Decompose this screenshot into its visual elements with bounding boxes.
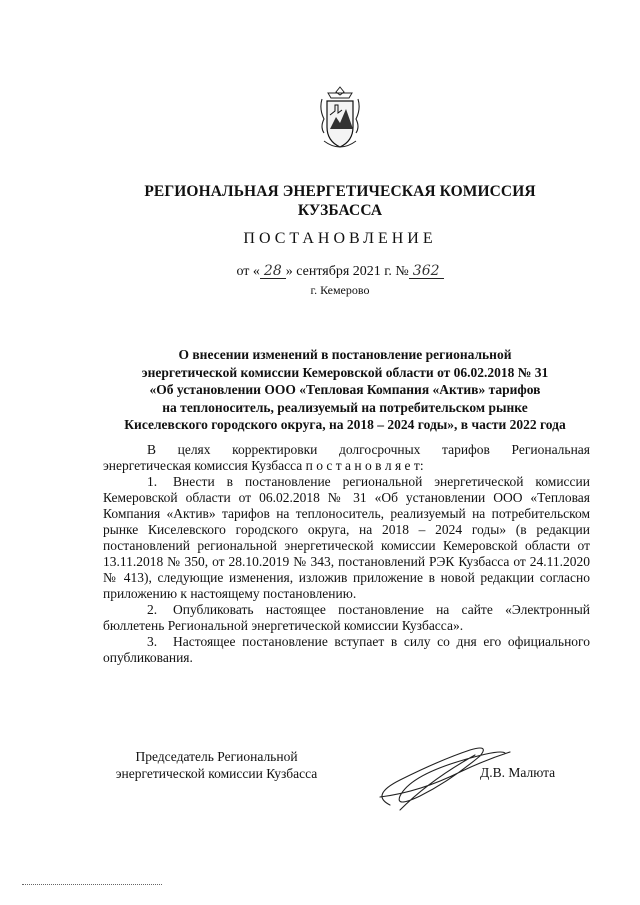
item-text: Настоящее постановление вступает в силу со дня его официального опубликования. — [103, 634, 590, 665]
footer-divider — [22, 884, 162, 885]
list-item — [103, 602, 590, 634]
list-item — [103, 474, 590, 602]
coat-of-arms-icon — [318, 85, 362, 151]
document-body — [103, 442, 590, 666]
item-number: 1. — [147, 474, 158, 489]
document-type: ПОСТАНОВЛЕНИЕ — [243, 230, 437, 247]
signatory-name: Д.В. Малюта — [480, 765, 556, 780]
document-subject — [110, 346, 580, 434]
list-item — [103, 634, 590, 666]
date-month-year: » сентября 2021 г. № — [285, 264, 409, 279]
date-prefix: от « — [236, 264, 260, 279]
subject-line: «Об установлении ООО «Тепловая Компания «Актив» тарифов — [149, 382, 541, 397]
org-name-line2: КУЗБАССА — [297, 202, 383, 219]
item-text: Внести в постановление региональной энергетической комиссии Кемеровской области от 06.02.2018 № 31 «Об установлении ООО «Тепловая Компания «Актив» тарифов на теплоноситель, реализуемый на потребительском рынке Киселевского городского округа, на 2018 – 2024 годы» (в редакции постановлений региональной энергетической комиссии Кемеровской области от 13.11.2018 № 350, от 28.10.2019 № 343, постановлений РЭК Кузбасса от 24.11.2020 № 413), следующие изменения, изложив приложение в новой редакции согласно приложению к настоящему постановлению. — [103, 474, 590, 601]
item-number: 3. — [147, 634, 158, 649]
handwritten-doc-number: 362 — [409, 264, 444, 279]
subject-line: энергетической комиссии Кемеровской области от 06.02.2018 № 31 — [141, 364, 549, 380]
subject-line: Киселевского городского округа, на 2018 – 2024 годы», в части 2022 года — [124, 417, 566, 432]
city: г. Кемерово — [310, 283, 370, 297]
item-text: Опубликовать настоящее постановление на сайте «Электронный бюллетень Региональной энергетической комиссии Кузбасса». — [103, 602, 590, 633]
item-number: 2. — [147, 602, 158, 617]
position-line: энергетической комиссии Кузбасса — [115, 766, 318, 781]
signatory-position — [104, 748, 329, 782]
subject-line: О внесении изменений в постановление региональной — [178, 347, 512, 362]
org-name-line1: РЕГИОНАЛЬНАЯ ЭНЕРГЕТИЧЕСКАЯ КОМИССИЯ — [144, 183, 536, 200]
date-number-line — [100, 264, 580, 280]
position-line: Председатель Региональной — [135, 749, 298, 764]
handwritten-day: 28 — [260, 264, 286, 279]
subject-line: на теплоноситель, реализуемый на потребительском рынке — [162, 399, 528, 415]
issuing-authority — [100, 182, 580, 220]
intro-paragraph: В целях корректировки долгосрочных тарифов Региональная энергетическая комиссия Кузбасса п о с т а н о в л я е т: — [103, 442, 590, 473]
